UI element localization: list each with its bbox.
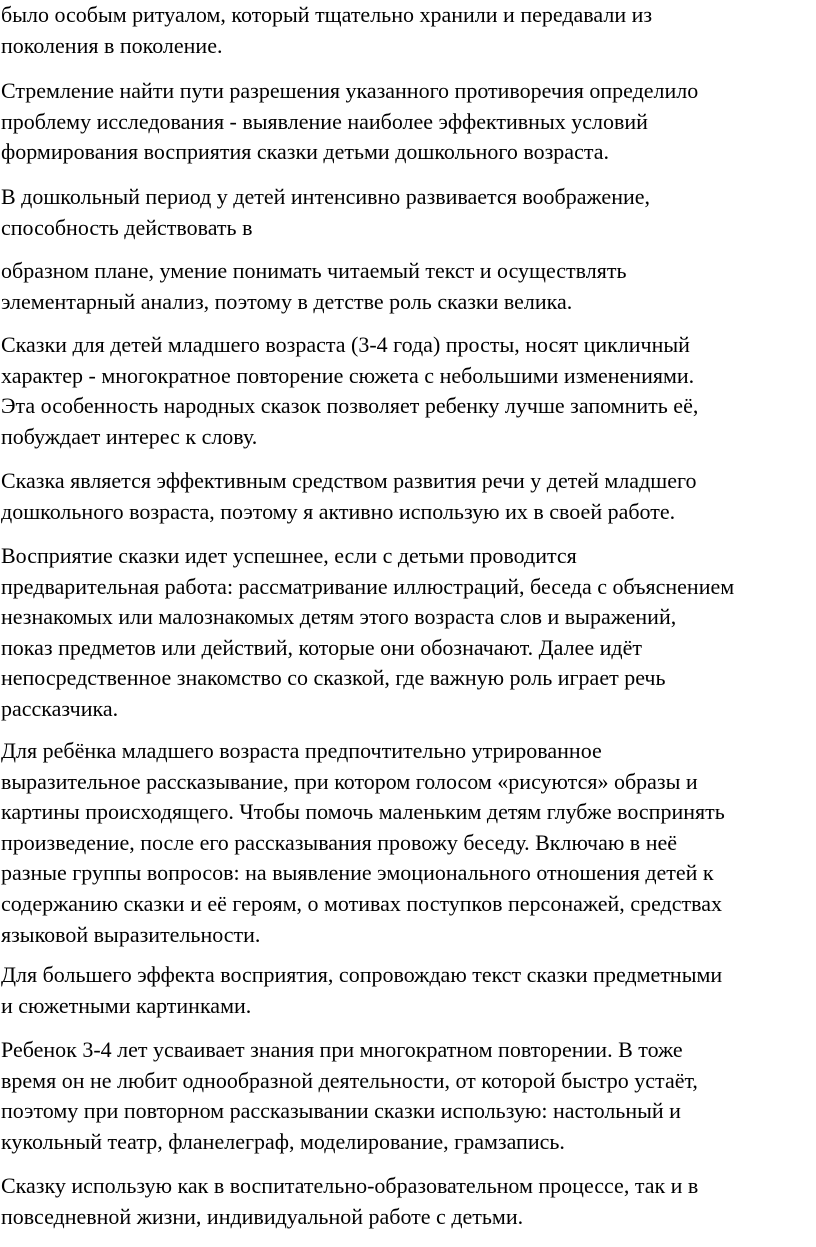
text-line: В дошкольный период у детей интенсивно развивается воображение,: [1, 184, 650, 209]
text-line: содержанию сказки и её героям, о мотивах поступков персонажей, средствах: [1, 890, 722, 916]
paragraph-7: [1, 541, 816, 725]
text-line: дошкольного возраста, поэтому я активно использую их в своей работе.: [1, 498, 676, 524]
text-line: побуждает интерес к слову.: [1, 423, 258, 449]
text-line: выразительное рассказывание, при котором голосом «рисуются» образы и: [1, 768, 698, 794]
text-line: было особым ритуалом, который тщательно хранили и передавали из: [1, 2, 653, 27]
text-line: Сказки для детей младшего возраста (3-4 года) просты, носят цикличный: [1, 332, 690, 357]
paragraph-6: [1, 466, 816, 527]
text-line: элементарный анализ, поэтому в детстве роль сказки велика.: [1, 288, 573, 314]
paragraph-1: [1, 0, 816, 61]
paragraph-5: [1, 330, 816, 452]
text-line: картины происходящего. Чтобы помочь маленьким детям глубже воспринять: [1, 799, 725, 825]
text-line: непосредственное знакомство со сказкой, где важную роль играет речь: [1, 665, 666, 691]
text-line: проблему исследования - выявление наиболее эффективных условий: [1, 108, 648, 134]
paragraph-8: [1, 736, 816, 950]
text-line: Эта особенность народных сказок позволяет ребенку лучше запомнить её,: [1, 393, 699, 419]
text-line: Ребенок 3-4 лет усваивает знания при многократном повторении. В тоже: [1, 1037, 683, 1062]
paragraph-2: [1, 76, 816, 168]
text-line: формирования восприятия сказки детьми дошкольного возраста.: [1, 139, 609, 165]
text-line: повседневной жизни, индивидуальной работе с детьми.: [1, 1203, 524, 1229]
text-line: и сюжетными картинками.: [1, 992, 252, 1018]
text-line: Для большего эффекта восприятия, сопровождаю текст сказки предметными: [1, 962, 723, 987]
text-line: кукольный театр, фланелеграф, моделирование, грамзапись.: [1, 1128, 565, 1154]
text-line: Для ребёнка младшего возраста предпочтительно утрированное: [1, 738, 602, 763]
text-line: Восприятие сказки идет успешнее, если с детьми проводится: [1, 543, 577, 568]
text-line: характер - многократное повторение сюжета с небольшими изменениями.: [1, 362, 695, 388]
text-line: время он не любит однообразной деятельности, от которой быстро устаёт,: [1, 1067, 698, 1093]
paragraph-10: [1, 1035, 816, 1157]
paragraph-3: [1, 182, 816, 243]
text-line: образном плане, умение понимать читаемый текст и осуществлять: [1, 258, 627, 283]
text-line: способность действовать в: [1, 214, 253, 240]
text-line: рассказчика.: [1, 695, 119, 721]
text-line: показ предметов или действий, которые они обозначают. Далее идёт: [1, 634, 642, 660]
text-line: незнакомых или малознакомых детям этого возраста слов и выражений,: [1, 604, 677, 630]
text-line: Стремление найти пути разрешения указанного противоречия определило: [1, 78, 699, 103]
text-line: языковой выразительности.: [1, 921, 261, 947]
text-line: поколения в поколение.: [1, 32, 223, 58]
paragraph-9: [1, 960, 816, 1021]
paragraph-4: [1, 256, 816, 317]
text-line: поэтому при повторном рассказывании сказки использую: настольный и: [1, 1098, 681, 1124]
text-line: произведение, после его рассказывания провожу беседу. Включаю в неё: [1, 829, 677, 855]
text-line: Сказку использую как в воспитательно-образовательном процессе, так и в: [1, 1173, 699, 1198]
text-line: разные группы вопросов: на выявление эмоционального отношения детей к: [1, 860, 714, 886]
text-line: предварительная работа: рассматривание иллюстраций, беседа с объяснением: [1, 573, 735, 599]
paragraph-11: [1, 1171, 816, 1232]
text-line: Сказка является эффективным средством развития речи у детей младшего: [1, 468, 697, 493]
